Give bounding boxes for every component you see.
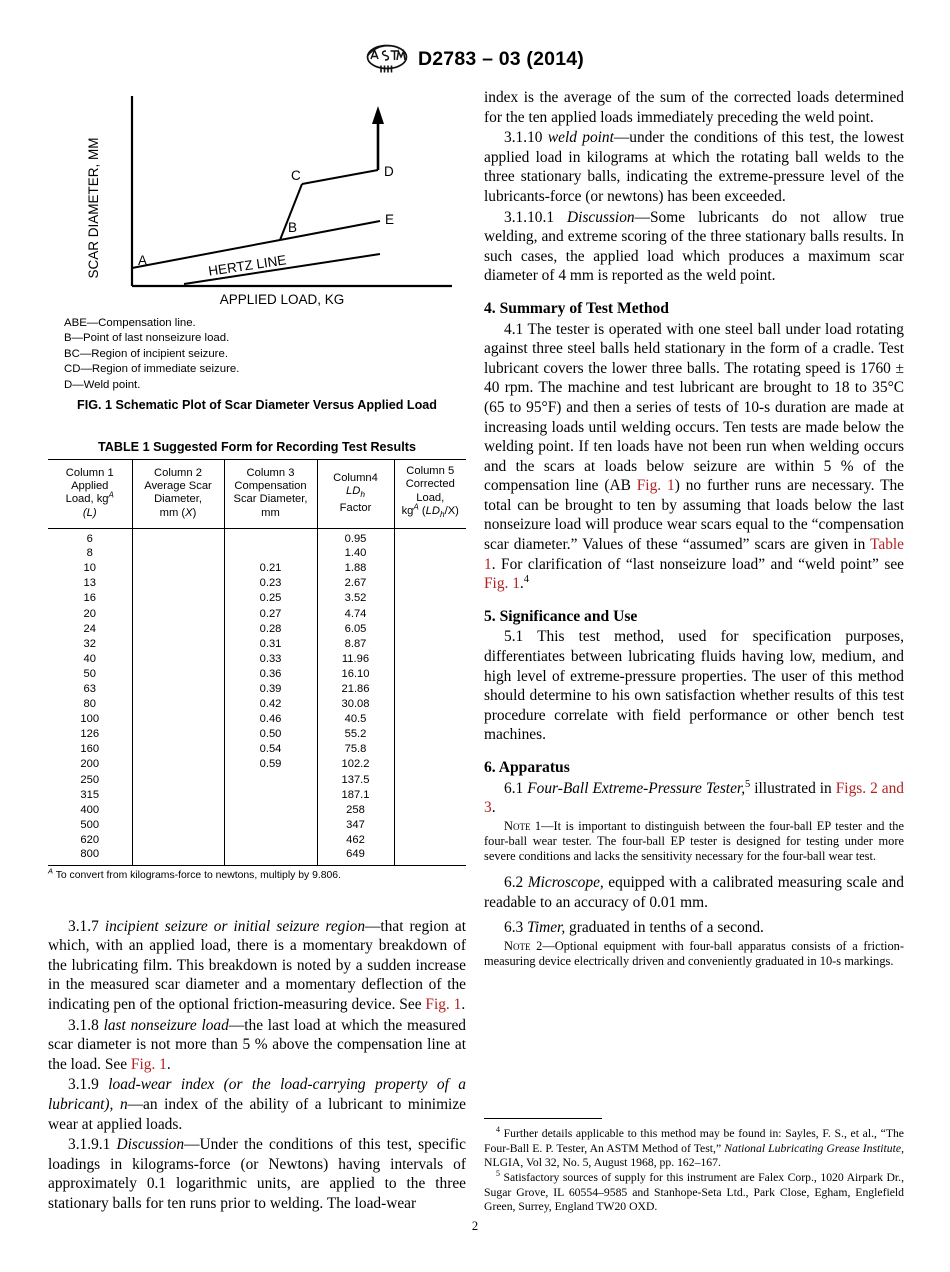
table-row	[48, 667, 466, 682]
note-1: Note 1—It is important to distinguish between the four-ball EP tester and the four-ball wear tester. The four-ball EP tester is designed for testing under more severe conditions and lacks the sensitivity necessary for the four-ball wear test.	[484, 818, 904, 863]
table-cell-load: 6	[86, 532, 93, 545]
table-row	[48, 727, 466, 742]
table-row	[48, 652, 466, 667]
section-5-heading: 5. Significance and Use	[484, 607, 638, 625]
fig-1-reference-link[interactable]: Fig. 1	[484, 575, 520, 593]
point-label-b: B	[287, 220, 297, 235]
table-cell-avg-scar[interactable]	[132, 833, 224, 848]
table-cell-avg-scar[interactable]	[132, 528, 224, 546]
table-cell-comp-scar: 0.42	[224, 697, 317, 712]
table-cell-comp-scar: 0.46	[224, 712, 317, 727]
table-cell-comp-scar: 0.36	[224, 667, 317, 682]
table-cell-corrected[interactable]	[394, 667, 466, 682]
table-row	[48, 622, 466, 637]
table-cell-ldh: 16.10	[317, 667, 394, 682]
table-row	[48, 743, 466, 758]
fig-1-reference-link[interactable]: Fig. 1	[636, 477, 675, 495]
table-cell-ldh: 8.87	[317, 637, 394, 652]
table-cell-ldh: 649	[317, 848, 394, 865]
table-row	[48, 682, 466, 697]
document-designation: D2783 – 03 (2014)	[417, 47, 585, 70]
figs-2-3-reference-link[interactable]: Figs. 2 and 3	[484, 779, 904, 817]
table-cell-comp-scar: 0.54	[224, 743, 317, 758]
table-row	[48, 818, 466, 833]
table-cell-corrected[interactable]	[394, 743, 466, 758]
paragraph-4-1: 4.1 The tester is operated with one steel ball under load rotating against three steel balls held stationary in the form of a cradle. Test lubricant covers the lower three balls. The rotating speed is 1760 ± 40 rpm. The machine and test lubricant are brought to 18 to 35°C (65 to 95°F) and then a series of tests of 10-s duration are made at increasing loads until welding occurs. Ten tests are made below the welding point. If ten loads have not been run when welding occurs and the scars at loads below seizure are within 5 % of the compensation line (AB Fig. 1) no further runs are necessary. The total can be brought to ten by assuming that loads below the last nonseizure load will produce wear scars equal to the “compensation scar diameter.” Values of these “assumed” scars are given in Table 1. For clarification of “last nonseizure load” and “weld point” see Fig. 1.$^4$	[484, 320, 905, 593]
table-cell-corrected[interactable]	[394, 727, 466, 742]
table-row	[48, 528, 466, 546]
table-cell-comp-scar: 0.59	[224, 758, 317, 773]
table-cell-avg-scar[interactable]	[132, 848, 224, 865]
table-cell-ldh: 462	[317, 833, 394, 848]
table-cell-load: 200	[80, 758, 100, 771]
table-cell-load: 10	[83, 562, 96, 575]
table-cell-corrected[interactable]	[394, 561, 466, 576]
table-cell-avg-scar[interactable]	[132, 788, 224, 803]
table-cell-avg-scar[interactable]	[132, 546, 224, 561]
table-row	[48, 848, 466, 865]
page-number: 2	[471, 1219, 479, 1233]
weld-point-arrowhead	[372, 106, 384, 124]
point-label-e: E	[384, 212, 394, 227]
table-cell-comp-scar: 0.28	[224, 622, 317, 637]
table-cell-ldh: 187.1	[317, 788, 394, 803]
table-cell-load: 80	[83, 698, 96, 711]
table-cell-comp-scar: 0.39	[224, 682, 317, 697]
table-cell-load: 100	[80, 713, 100, 726]
table-cell-ldh: 55.2	[317, 727, 394, 742]
table-cell-ldh: 1.40	[317, 546, 394, 561]
y-axis-label: SCAR DIAMETER, MM	[85, 137, 101, 279]
column-3-header: Column 3 Compensation Scar Diameter, mm	[224, 460, 317, 529]
table-cell-comp-scar: 0.33	[224, 652, 317, 667]
paragraph-continuation: index is the average of the sum of the corrected loads determined for the ten applied loads immediately preceding the weld point.	[484, 89, 904, 126]
table-cell-comp-scar	[224, 818, 317, 833]
table-1-title: TABLE 1 Suggested Form for Recording Test Results	[98, 440, 416, 455]
table-cell-ldh: 40.5	[317, 712, 394, 727]
footnotes-block	[484, 1118, 904, 1214]
table-cell-corrected[interactable]	[394, 833, 466, 848]
table-cell-avg-scar[interactable]	[132, 818, 224, 833]
table-cell-corrected[interactable]	[394, 546, 466, 561]
table-body	[48, 528, 466, 865]
table-cell-corrected[interactable]	[394, 576, 466, 591]
footnote-4: $^4$ Further details applicable to this method may be found in: Sayles, F. S., et al., “The Four-Ball E. P. Tester, An ASTM Method of Test,” National Lubricating Grease Institute, NLGIA, Vol 32, No. 5, August 1968, pp. 162–167.	[484, 1125, 904, 1169]
table-cell-corrected[interactable]	[394, 607, 466, 622]
table-row	[48, 607, 466, 622]
table-cell-corrected[interactable]	[394, 803, 466, 818]
footnote-marker-5[interactable]: 5	[745, 778, 751, 790]
table-cell-load: 315	[80, 788, 100, 801]
table-cell-corrected[interactable]	[394, 758, 466, 773]
table-cell-comp-scar	[224, 773, 317, 788]
table-cell-avg-scar[interactable]	[132, 712, 224, 727]
x-axis-label: APPLIED LOAD, KG	[219, 292, 344, 307]
table-cell-load: 500	[80, 818, 100, 831]
table-cell-comp-scar	[224, 803, 317, 818]
left-prose	[48, 917, 466, 1214]
table-cell-avg-scar[interactable]	[132, 667, 224, 682]
figure-1-caption: FIG. 1 Schematic Plot of Scar Diameter Versus Applied Load	[77, 398, 437, 413]
table-cell-avg-scar[interactable]	[132, 727, 224, 742]
table-cell-ldh: 21.86	[317, 682, 394, 697]
table-cell-load: 620	[80, 833, 100, 846]
table-row	[48, 788, 466, 803]
table-cell-comp-scar: 0.25	[224, 592, 317, 607]
table-cell-ldh: 347	[317, 818, 394, 833]
table-cell-ldh: 2.67	[317, 576, 394, 591]
table-cell-ldh: 1.88	[317, 561, 394, 576]
column-1-header: Column 1 Applied Load, $kg^A$ (L)	[48, 460, 132, 529]
table-cell-comp-scar	[224, 546, 317, 561]
paragraph-3-1-9: 3.1.9 load-wear index (or the load-carrying property of a lubricant), n—an index of the ability of a lubricant to minimize wear at applied loads.	[48, 1076, 466, 1133]
table-cell-ldh: 4.74	[317, 607, 394, 622]
table-cell-avg-scar[interactable]	[132, 682, 224, 697]
table-cell-comp-scar: 0.23	[224, 576, 317, 591]
table-cell-avg-scar[interactable]	[132, 758, 224, 773]
table-cell-comp-scar	[224, 528, 317, 546]
table-cell-ldh: 0.95	[317, 528, 394, 546]
table-cell-avg-scar[interactable]	[132, 561, 224, 576]
table-cell-load: 126	[80, 728, 100, 741]
table-row	[48, 637, 466, 652]
table-cell-avg-scar[interactable]	[132, 576, 224, 591]
table-cell-ldh: 6.05	[317, 622, 394, 637]
legend-line: CD—Region of immediate seizure.	[64, 363, 240, 376]
legend-line: B—Point of last nonseizure load.	[64, 332, 230, 345]
table-cell-load: 63	[83, 682, 96, 695]
paragraph-3-1-10-1: 3.1.10.1 Discussion—Some lubricants do not allow true welding, and extreme scoring of the three stationary balls results. In such cases, the applied load which produces a maximum scar diameter of 4 mm is reported as the weld point.	[484, 208, 904, 285]
figure-1-plot	[60, 88, 455, 310]
table-row	[48, 803, 466, 818]
table-cell-load: 20	[83, 607, 96, 620]
table-cell-load: 160	[80, 743, 100, 756]
astm-logo-icon	[366, 44, 408, 74]
table-cell-avg-scar[interactable]	[132, 652, 224, 667]
paragraph-3-1-10: 3.1.10 weld point—under the conditions of this test, the lowest applied load in kilograms at which the rotating ball welds to the three stationary balls, indicating the extreme-pressure level of the lubricants-force (or newtons) has been exceeded.	[484, 129, 904, 205]
table-cell-load: 250	[80, 773, 100, 786]
table-cell-corrected[interactable]	[394, 712, 466, 727]
table-row	[48, 697, 466, 712]
paragraph-3-1-8: 3.1.8 last nonseizure load—the last load at which the measured scar diameter is not more than 5 % above the compensation line at the load. See Fig. 1.	[48, 1016, 466, 1073]
column-4-header: Column4 $LD_h$ Factor	[317, 460, 394, 529]
table-cell-avg-scar[interactable]	[132, 592, 224, 607]
table-cell-corrected[interactable]	[394, 637, 466, 652]
page-header	[0, 44, 950, 74]
point-label-c: C	[290, 168, 301, 183]
table-cell-load: 32	[83, 637, 96, 650]
table-cell-load: 50	[83, 667, 96, 680]
table-cell-comp-scar	[224, 833, 317, 848]
immediate-seizure-cd	[302, 170, 378, 184]
note-2: Note 2—Optional equipment with four-ball apparatus consists of a friction-measuring device electrically driven and conveniently graduated in 10-s markings.	[484, 938, 904, 968]
table-cell-load: 16	[83, 592, 96, 605]
table-cell-load: 800	[48, 848, 132, 865]
table-cell-ldh: 11.96	[317, 652, 394, 667]
table-row	[48, 546, 466, 561]
table-cell-avg-scar[interactable]	[132, 607, 224, 622]
table-cell-load: 8	[86, 547, 93, 560]
table-head	[48, 460, 466, 529]
paragraph-3-1-7: 3.1.7 incipient seizure or initial seizure region—that region at which, with an applied load, there is a momentary breakdown of the lubricating film. This breakdown is noted by a sudden increase in the measured scar diameter and a momentary deflection of the indicating pen of the optional friction-measuring device. See Fig. 1.	[48, 917, 466, 1013]
point-label-a: A	[137, 253, 147, 268]
point-label-d: D	[383, 164, 394, 179]
table-cell-corrected[interactable]	[394, 652, 466, 667]
footnote-5: $^5$ Satisfactory sources of supply for this instrument are Falex Corp., 1020 Airpark Dr., Sugar Grove, IL 60554–9585 and Stanhope-Seta Ltd., Park Close, Egham, Englefield Green, Surrey, England TW20 OXD.	[484, 1169, 904, 1213]
table-cell-ldh: 30.08	[317, 697, 394, 712]
table-cell-load: 40	[83, 652, 96, 665]
legend-line: ABE—Compensation line.	[64, 317, 196, 329]
table-cell-ldh: 137.5	[317, 773, 394, 788]
footnote-marker-4[interactable]: 4	[523, 574, 530, 586]
table-cell-ldh: 258	[317, 803, 394, 818]
table-cell-corrected[interactable]	[394, 697, 466, 712]
table-header-row	[48, 460, 466, 529]
paragraph-3-1-9-1: 3.1.9.1 Discussion—Under the conditions of this test, specific loadings in kilograms-force (or Newtons) having intervals of approximately 0.1 logarithmic units, are applied to the three stationary balls for ten runs prior to welding. The load-wear	[48, 1136, 466, 1212]
table-cell-ldh: 75.8	[317, 743, 394, 758]
legend-line: BC—Region of incipient seizure.	[64, 347, 228, 360]
table-cell-avg-scar[interactable]	[132, 773, 224, 788]
table-cell-comp-scar	[224, 848, 317, 865]
table-row	[48, 576, 466, 591]
table-cell-load: 24	[83, 622, 96, 635]
table-cell-comp-scar: 0.27	[224, 607, 317, 622]
table-cell-comp-scar	[224, 788, 317, 803]
table-cell-corrected[interactable]	[394, 682, 466, 697]
hertz-line-label: HERTZ LINE	[206, 252, 287, 279]
figure-1	[48, 88, 466, 412]
paragraph-5-1: 5.1 This test method, used for specification purposes, differentiates between lubricating fluids having low, medium, and high level of extreme-pressure properties. The user of this method should determine to his own satisfaction whether results of this test procedure correlate with field performance or other bench test machines.	[484, 628, 904, 744]
table-cell-corrected[interactable]	[394, 592, 466, 607]
legend-line: D—Weld point.	[64, 378, 141, 391]
table-row	[48, 712, 466, 727]
results-table	[48, 459, 466, 866]
table-cell-comp-scar: 0.31	[224, 637, 317, 652]
right-column	[484, 88, 904, 969]
table-row	[48, 833, 466, 848]
fig-1-reference-link[interactable]: Fig. 1	[425, 995, 462, 1013]
table-1-footnote: $^A$ To convert from kilograms-force to newtons, multiply by 9.806.	[48, 866, 341, 881]
table-row	[48, 561, 466, 576]
left-column	[48, 88, 466, 1213]
table-cell-comp-scar: 0.50	[224, 727, 317, 742]
table-cell-corrected[interactable]	[394, 848, 466, 865]
section-6-heading: 6. Apparatus	[484, 759, 570, 776]
section-4-heading: 4. Summary of Test Method	[484, 299, 669, 317]
table-1	[48, 440, 466, 881]
table-cell-corrected[interactable]	[394, 528, 466, 546]
fig-1-reference-link[interactable]: Fig. 1	[130, 1055, 167, 1073]
table-cell-corrected[interactable]	[394, 818, 466, 833]
table-cell-comp-scar: 0.21	[224, 561, 317, 576]
table-cell-ldh: 3.52	[317, 592, 394, 607]
column-5-header: Column 5 Corrected Load, $kg^A$ $(LD_h/X)$	[394, 460, 466, 529]
table-cell-corrected[interactable]	[394, 622, 466, 637]
table-cell-load: 13	[83, 577, 96, 590]
table-cell-avg-scar[interactable]	[132, 697, 224, 712]
table-cell-avg-scar[interactable]	[132, 803, 224, 818]
table-cell-avg-scar[interactable]	[132, 622, 224, 637]
table-row	[48, 773, 466, 788]
table-cell-corrected[interactable]	[394, 773, 466, 788]
table-cell-ldh: 102.2	[317, 758, 394, 773]
paragraph-6-2: 6.2 Microscope, equipped with a calibrated measuring scale and readable to an accuracy of 0.01 mm.	[484, 874, 904, 911]
table-cell-avg-scar[interactable]	[132, 637, 224, 652]
table-1-reference-link[interactable]: Table 1	[484, 536, 904, 573]
paragraph-6-3: 6.3 Timer, graduated in tenths of a second.	[504, 919, 764, 937]
figure-1-legend	[64, 316, 466, 393]
table-cell-load: 400	[80, 803, 100, 816]
table-cell-avg-scar[interactable]	[132, 743, 224, 758]
paragraph-6-1: 6.1 Four-Ball Extreme-Pressure Tester,$^5$ illustrated in Figs. 2 and 3.	[484, 778, 904, 817]
table-row	[48, 758, 466, 773]
column-2-header: Column 2 Average Scar Diameter, mm (X)	[132, 460, 224, 529]
table-row	[48, 592, 466, 607]
table-cell-corrected[interactable]	[394, 788, 466, 803]
footnote-divider	[484, 1118, 602, 1119]
